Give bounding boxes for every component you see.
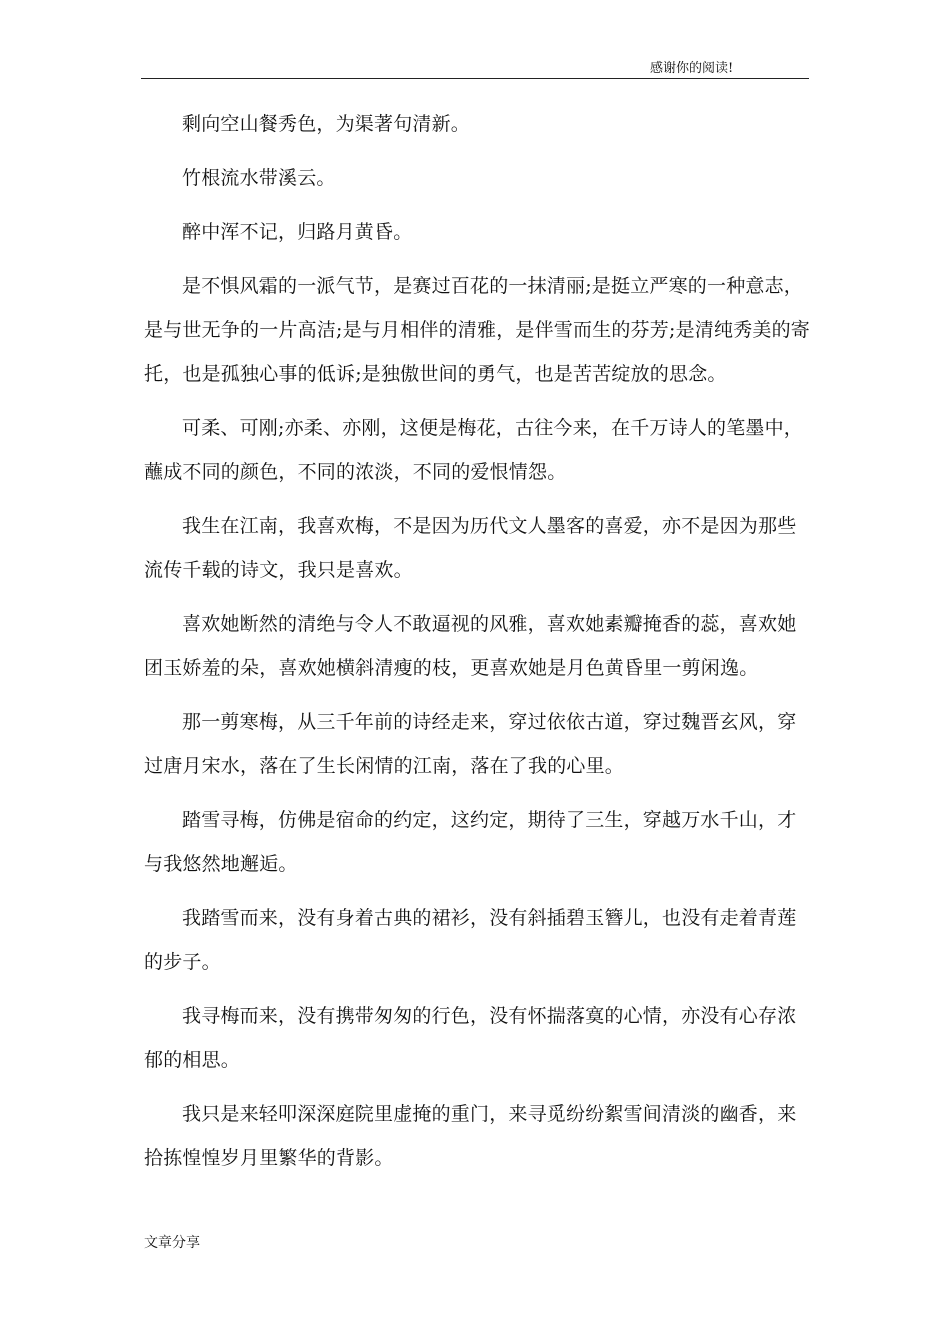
paragraph-7: 喜欢她断然的清绝与令人不敢逼视的风雅，喜欢她素瓣掩香的蕊，喜欢她团玉娇羞的朵，喜欢她横斜清瘦的枝，更喜欢她是月色黄昏里一剪闲逸。 <box>144 613 797 679</box>
paragraph-12: 我只是来轻叩深深庭院里虚掩的重门，来寻觅纷纷絮雪间清淡的幽香，来拾拣惶惶岁月里繁华的背影。 <box>144 1103 797 1169</box>
paragraph-11: 我寻梅而来，没有携带匆匆的行色，没有怀揣落寞的心情，亦没有心存浓郁的相思。 <box>144 1005 797 1071</box>
paragraph-4: 是不惧风霜的一派气节，是赛过百花的一抹清丽;是挺立严寒的一种意志，是与世无争的一片高洁;是与月相伴的清雅，是伴雪而生的芬芳;是清纯秀美的寄托，也是孤独心事的低诉;是独傲世间的勇气，也是苦苦绽放的思念。 <box>144 275 811 385</box>
page-footer-text: 文章分享 <box>144 1235 200 1251</box>
paragraph-5: 可柔、可刚;亦柔、亦刚，这便是梅花，古往今来，在千万诗人的笔墨中，蘸成不同的颜色，不同的浓淡，不同的爱恨情怨。 <box>144 417 804 483</box>
paragraph-10: 我踏雪而来，没有身着古典的裙衫，没有斜插碧玉簪儿，也没有走着青莲的步子。 <box>144 907 797 973</box>
paragraph-9: 踏雪寻梅，仿佛是宿命的约定，这约定，期待了三生，穿越万水千山，才与我悠然地邂逅。 <box>144 809 797 875</box>
page-header-text: 感谢你的阅读! <box>650 61 734 76</box>
paragraph-6: 我生在江南，我喜欢梅，不是因为历代文人墨客的喜爱，亦不是因为那些流传千载的诗文，我只是喜欢。 <box>144 515 797 581</box>
paragraph-1: 剩向空山餐秀色，为渠著句清新。 <box>182 113 471 135</box>
paragraph-8: 那一剪寒梅，从三千年前的诗经走来，穿过依依古道，穿过魏晋玄风，穿过唐月宋水，落在了生长闲情的江南，落在了我的心里。 <box>144 711 797 777</box>
article-body <box>144 102 810 1190</box>
paragraph-3: 醉中浑不记，归路月黄昏。 <box>182 221 413 243</box>
paragraph-2: 竹根流水带溪云。 <box>182 167 336 189</box>
header-divider <box>141 78 809 79</box>
